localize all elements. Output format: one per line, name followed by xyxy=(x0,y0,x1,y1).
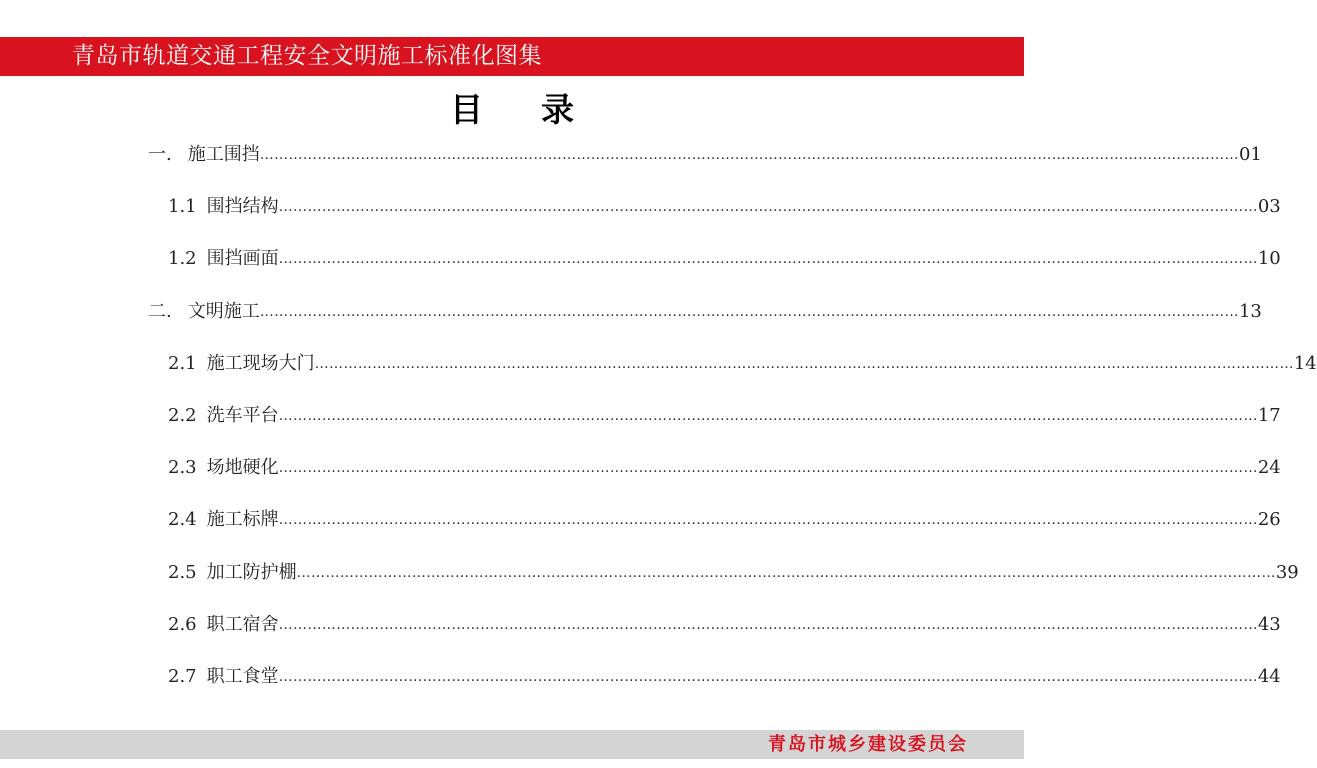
dot-leader: …………………………………………………………………………………………………………………………………………………………………………………… xyxy=(278,199,1258,216)
toc-entry-number: 2.5 xyxy=(168,561,197,583)
toc-entry-label: 施工标牌 xyxy=(206,509,279,531)
toc-entry-label: 文明施工 xyxy=(187,300,260,322)
toc-entry xyxy=(168,560,1299,586)
toc-entry xyxy=(168,664,1281,690)
document-title: 青岛市轨道交通工程安全文明施工标准化图集 xyxy=(72,43,542,69)
toc-entry-number: 一. xyxy=(148,144,172,165)
toc-heading: 目录 xyxy=(450,90,632,129)
dot-leader: …………………………………………………………………………………………………………………………………………………………………………………… xyxy=(278,460,1258,477)
toc-entry-number: 二. xyxy=(148,300,172,322)
toc-entry xyxy=(168,403,1281,429)
toc-entry-label: 加工防护棚 xyxy=(206,561,297,583)
toc-entry-label: 职工食堂 xyxy=(206,666,279,687)
toc-entry xyxy=(148,299,1262,325)
toc-entry-number: 1.2 xyxy=(168,248,197,270)
toc-entry-label: 围挡画面 xyxy=(206,248,279,270)
header-bar xyxy=(0,37,1024,76)
toc-entry-page: 14 xyxy=(1293,352,1317,374)
toc-entry-number: 1.1 xyxy=(168,196,197,218)
toc-entry xyxy=(168,507,1281,533)
toc-entry-label: 施工围挡 xyxy=(187,144,260,165)
toc-entry-number: 2.4 xyxy=(168,509,197,531)
toc-entry-page: 13 xyxy=(1238,300,1262,322)
toc-entry-page: 26 xyxy=(1257,509,1281,531)
toc-entry xyxy=(168,246,1281,272)
toc-entry xyxy=(148,142,1262,168)
toc-entry xyxy=(168,194,1281,220)
toc-entry-label: 围挡结构 xyxy=(206,196,279,218)
toc-entry-page: 03 xyxy=(1257,196,1281,218)
dot-leader: …………………………………………………………………………………………………………………………………………………………………………………… xyxy=(278,408,1258,424)
toc-entry-number: 2.6 xyxy=(168,613,197,635)
toc-entry xyxy=(168,612,1281,638)
footer-bar xyxy=(0,730,1024,759)
toc-entry-page: 44 xyxy=(1257,666,1281,687)
toc-entry-number: 2.3 xyxy=(168,457,197,479)
dot-leader: …………………………………………………………………………………………………………………………………………………………………………………… xyxy=(259,303,1239,320)
dot-leader: …………………………………………………………………………………………………………………………………………………………………………………… xyxy=(259,147,1239,163)
toc-entry-label: 洗车平台 xyxy=(206,405,279,426)
toc-entry-number: 2.2 xyxy=(168,405,197,426)
toc-entry-label: 施工现场大门 xyxy=(206,352,315,374)
toc-entry-page: 10 xyxy=(1257,248,1281,270)
footer-organization: 青岛市城乡建设委员会 xyxy=(768,734,968,755)
toc-entry-page: 39 xyxy=(1275,561,1299,583)
toc-entry-label: 场地硬化 xyxy=(206,457,279,479)
dot-leader: …………………………………………………………………………………………………………………………………………………………………………………… xyxy=(278,616,1258,633)
dot-leader: …………………………………………………………………………………………………………………………………………………………………………………… xyxy=(278,669,1258,685)
toc-entry-number: 2.7 xyxy=(168,666,197,687)
toc-entry xyxy=(168,455,1281,481)
toc-entry-page: 24 xyxy=(1257,457,1281,479)
dot-leader: …………………………………………………………………………………………………………………………………………………………………………………… xyxy=(314,355,1294,372)
toc-entry xyxy=(168,351,1317,377)
toc-entry-page: 43 xyxy=(1257,613,1281,635)
dot-leader: …………………………………………………………………………………………………………………………………………………………………………………… xyxy=(278,512,1258,529)
dot-leader: …………………………………………………………………………………………………………………………………………………………………………………… xyxy=(296,564,1276,581)
toc-entry-page: 01 xyxy=(1238,144,1262,165)
toc-entry-page: 17 xyxy=(1257,405,1281,426)
toc-entry-number: 2.1 xyxy=(168,352,197,374)
toc-entry-label: 职工宿舍 xyxy=(206,613,279,635)
dot-leader: …………………………………………………………………………………………………………………………………………………………………………………… xyxy=(278,251,1258,268)
